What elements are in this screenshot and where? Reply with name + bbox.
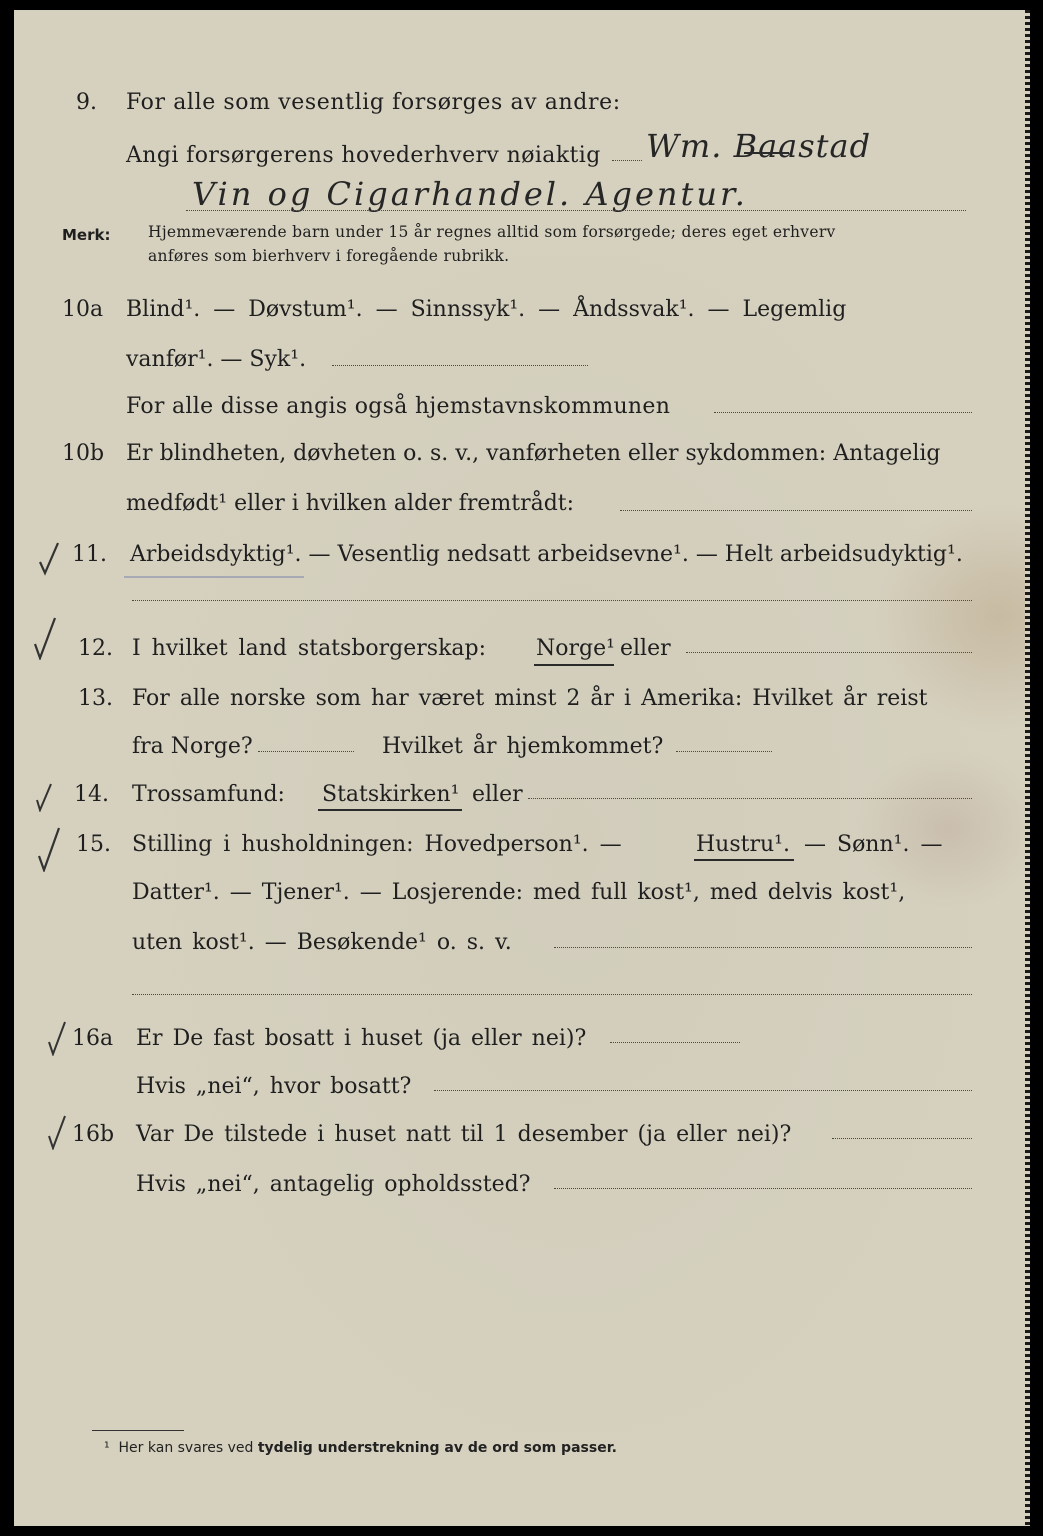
q9-number: 9. (76, 90, 97, 115)
q16a-line1: Er De fast bosatt i huset (ja eller nei)? (136, 1026, 587, 1051)
q16b-dotted-line-2 (554, 1188, 972, 1189)
q12-norge: Norge¹ (536, 636, 615, 661)
q12-line1b: eller (620, 636, 671, 661)
q14-dotted-line (528, 798, 972, 799)
footnote-text: Her kan svares ved (118, 1440, 254, 1456)
q10b-dotted-line (620, 510, 972, 511)
q9-line2: Angi forsørgerens hovederhverv nøiaktig (126, 143, 601, 168)
q10a-dotted-line (332, 365, 588, 366)
q10a-number: 10a (62, 297, 104, 322)
q12-line1a: I hvilket land statsborgerskap: (132, 636, 487, 661)
merk-label: Merk: (62, 226, 111, 244)
q13-dotted-line (258, 751, 354, 752)
checkmark-icon (32, 616, 58, 660)
checkmark-icon (34, 782, 54, 812)
q13-line1: For alle norske som har været minst 2 år i Amerika: Hvilket år reist (132, 686, 928, 711)
q9-dotted-line-2 (186, 210, 966, 211)
q10a-line3: For alle disse angis også hjemstavnskommunen (126, 394, 671, 419)
q11-number: 11. (72, 542, 107, 567)
q15-dotted-line-2 (132, 994, 972, 995)
q10a-dotted-line-2 (714, 412, 972, 413)
q12-number: 12. (78, 636, 113, 661)
q12-norge-underline (534, 664, 614, 666)
q10b-number: 10b (62, 441, 105, 466)
q14-statskirken: Statskirken¹ (322, 782, 460, 807)
footnote-bold-text: tydelig understrekning av de ord som passer. (257, 1440, 617, 1456)
merk-line2: anføres som bierhverv i foregående rubrikk. (148, 247, 510, 265)
q9-answer-employer: Wm. Baastad (646, 127, 872, 165)
q14-number: 14. (74, 782, 109, 807)
q15-number: 15. (76, 832, 111, 857)
q9-dotted-line (612, 160, 642, 161)
q14-line1a: Trossamfund: (132, 782, 285, 807)
q12-dotted-line (686, 652, 972, 653)
q11-dotted-line (132, 600, 972, 601)
q9-answer-trade: Vin og Cigarhandel. Agentur. (192, 175, 748, 213)
q16a-line2: Hvis „nei“, hvor bosatt? (136, 1074, 412, 1099)
q13-dotted-line-2 (676, 751, 772, 752)
q16a-dotted-line-2 (434, 1090, 972, 1091)
q15-line1b: — Sønn¹. — (804, 832, 943, 857)
q13-line2a: fra Norge? (132, 734, 253, 759)
q10a-line1: Blind¹. — Døvstum¹. — Sinnssyk¹. — Åndssvak¹. — Legemlig (126, 297, 847, 322)
q10a-line2: vanfør¹. — Syk¹. (126, 347, 307, 372)
q15-line1a: Stilling i husholdningen: Hovedperson¹. — (132, 832, 622, 857)
q16b-line2: Hvis „nei“, antagelig opholdssted? (136, 1172, 531, 1197)
footnote-mark: ¹ (104, 1440, 110, 1456)
q15-dotted-line (554, 947, 972, 948)
q15-line3: uten kost¹. — Besøkende¹ o. s. v. (132, 930, 512, 955)
q14-statskirken-underline (318, 809, 462, 811)
q16b-number: 16b (72, 1122, 115, 1147)
q16b-dotted-line (832, 1138, 972, 1139)
q15-hustru: Hustru¹. (696, 832, 790, 857)
checkmark-icon (46, 1114, 68, 1150)
q14-line1b: eller (472, 782, 523, 807)
q16b-line1: Var De tilstede i huset natt til 1 desember (ja eller nei)? (136, 1122, 792, 1147)
checkmark-icon (36, 540, 62, 576)
q10b-line2: medfødt¹ eller i hvilken alder fremtrådt: (126, 491, 575, 516)
q13-number: 13. (78, 686, 113, 711)
q15-line2: Datter¹. — Tjener¹. — Losjerende: med full kost¹, med delvis kost¹, (132, 880, 906, 905)
q10b-line1: Er blindheten, døvheten o. s. v., vanførheten eller sykdommen: Antagelig (126, 441, 941, 466)
footnote (104, 1440, 617, 1456)
q16a-dotted-line (610, 1042, 740, 1043)
q9-strike (744, 152, 789, 154)
q15-hustru-underline (694, 859, 794, 861)
q9-line1: For alle som vesentlig forsørges av andre: (126, 90, 621, 115)
q16a-number: 16a (72, 1026, 114, 1051)
merk-line1: Hjemmeværende barn under 15 år regnes alltid som forsørgede; deres eget erhverv (148, 223, 836, 241)
footnote-rule (92, 1430, 184, 1431)
checkmark-icon (36, 826, 62, 872)
census-form-page (14, 10, 1030, 1526)
checkmark-icon (46, 1020, 68, 1056)
q13-line2b: Hvilket år hjemkommet? (382, 734, 664, 759)
q11-pencil-mark (124, 576, 304, 578)
q11-line1: Arbeidsdyktig¹. — Vesentlig nedsatt arbeidsevne¹. — Helt arbeidsudyktig¹. (130, 542, 963, 567)
